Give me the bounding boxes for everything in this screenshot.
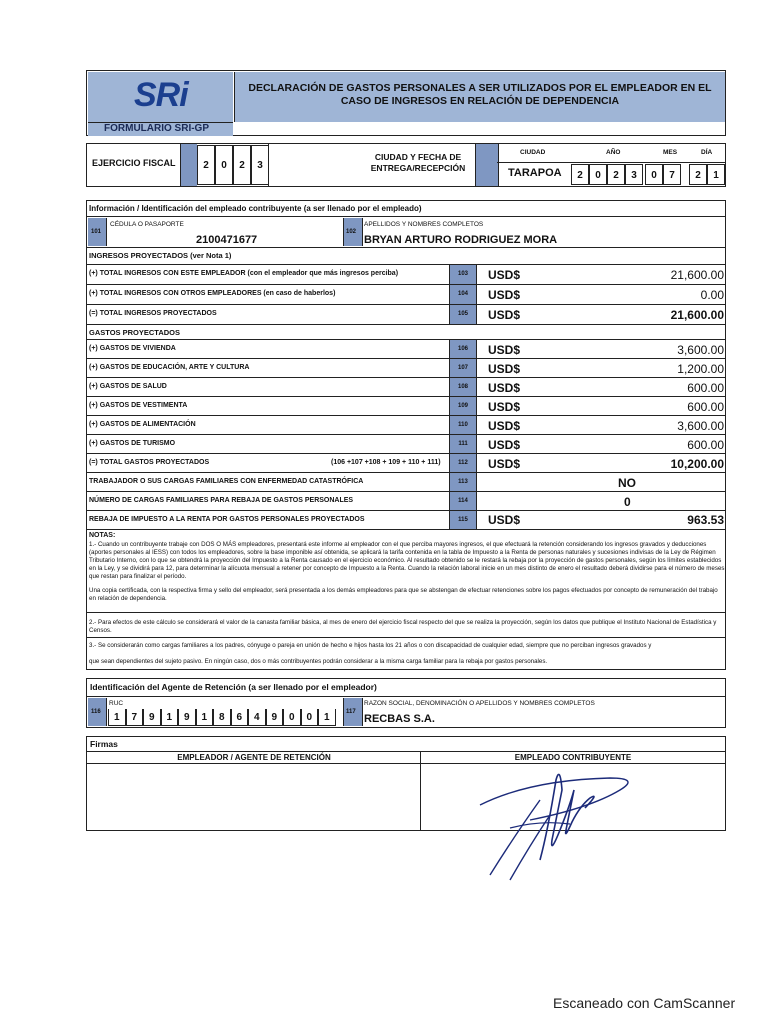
row-line bbox=[87, 529, 725, 530]
amount-row-currency: USD$ bbox=[488, 456, 521, 471]
ruc-digit: 9 bbox=[266, 709, 284, 726]
ruc-code: 116 bbox=[91, 709, 101, 715]
date-digit: 7 bbox=[663, 164, 681, 185]
ruc-digit: 0 bbox=[301, 709, 319, 726]
amount-row-code-tag bbox=[449, 397, 477, 415]
rebate-currency: USD$ bbox=[488, 513, 521, 527]
city-date-label: CIUDAD Y FECHA DE ENTREGA/RECEPCIÓN bbox=[370, 152, 466, 173]
amount-row-value: 600.00 bbox=[687, 437, 724, 452]
dependents-code-tag bbox=[449, 492, 477, 510]
employee-section-title: Información / Identificación del empleado contribuyente (a ser llenado por el empleado) bbox=[89, 204, 422, 213]
amount-row-currency: USD$ bbox=[488, 308, 521, 322]
amount-row-label: (+) GASTOS DE TURISMO bbox=[89, 439, 176, 447]
amount-row-code-tag bbox=[449, 378, 477, 396]
note-2: 2.- Para efectos de este cálculo se considerará el valor de la canasta familiar básica, al mes de enero del ejercicio fiscal respecto del que se realiza la proyección, según los datos que publique el Instituto Nacional de Estadística y Censos. bbox=[89, 619, 717, 634]
col-year: AÑO bbox=[606, 149, 621, 156]
agent-name-code: 117 bbox=[346, 709, 356, 715]
row-line bbox=[87, 324, 725, 325]
amount-row-label: (+) TOTAL INGRESOS CON ESTE EMPLEADOR (con el empleador que más ingresos perciba) bbox=[89, 270, 399, 277]
ruc-digit: 6 bbox=[231, 709, 249, 726]
row-line bbox=[87, 216, 725, 217]
note-3: 3.- Se considerarán como cargas familiares a los padres, cónyuge o pareja en unión de hecho e hijos hasta los 21 años o con discapacidad de cualquier edad, siempre que no perciban ingresos gravados y bbox=[89, 642, 652, 649]
amount-row-label: (+) GASTOS DE EDUCACIÓN, ARTE Y CULTURA bbox=[89, 363, 250, 371]
id-code: 101 bbox=[91, 229, 102, 235]
id-value: 2100471677 bbox=[196, 234, 258, 246]
sri-logo: SRi bbox=[134, 76, 188, 114]
catastrophic-code-tag bbox=[449, 473, 477, 491]
note-1b: Una copia certificada, con la respectiva firma y sello del empleador, será presentada a los demás empleadores para que se abstengan de efectuar retenciones sobre los pagos efectuados por concepto de remuneración del trabajo en relación de dependencia. bbox=[89, 587, 718, 602]
amount-row-label: (+) GASTOS DE SALUD bbox=[89, 382, 167, 390]
row-line bbox=[87, 696, 725, 697]
dependents-row bbox=[87, 491, 726, 510]
employer-sign-label: EMPLEADOR / AGENTE DE RETENCIÓN bbox=[177, 753, 331, 762]
date-digit: 0 bbox=[589, 164, 607, 185]
agent-section-title: Identificación del Agente de Retención (a ser llenado por el empleador) bbox=[90, 682, 377, 692]
amount-row-code: 106 bbox=[457, 346, 468, 352]
name-code: 102 bbox=[346, 229, 357, 235]
amount-row-code: 110 bbox=[458, 422, 468, 428]
date-digit: 2 bbox=[571, 164, 589, 185]
amount-row-value: 1,200.00 bbox=[677, 361, 724, 376]
amount-row bbox=[87, 264, 726, 284]
amount-row-code-tag bbox=[449, 340, 477, 358]
amount-row-code-tag bbox=[449, 285, 477, 304]
fiscal-year-digit: 2 bbox=[197, 145, 215, 185]
dependents-value: 0 bbox=[624, 495, 631, 509]
row-line bbox=[87, 247, 725, 248]
amount-row-currency: USD$ bbox=[488, 342, 521, 357]
amount-row-code-tag bbox=[449, 435, 477, 453]
income-section-title: INGRESOS PROYECTADOS (ver Nota 1) bbox=[89, 251, 232, 260]
city-value: TARAPOA bbox=[508, 167, 562, 179]
amount-row-code: 109 bbox=[457, 403, 468, 409]
name-value: BRYAN ARTURO RODRIGUEZ MORA bbox=[364, 234, 558, 246]
fiscal-year-tag bbox=[180, 144, 197, 186]
ruc-digit: 1 bbox=[196, 709, 214, 726]
dependents-code: 114 bbox=[458, 498, 468, 504]
amount-row-formula: (106 +107 +108 + 109 + 110 + 111) bbox=[331, 458, 441, 466]
agent-name-label: RAZON SOCIAL, DENOMINACIÓN O APELLIDOS Y NOMBRES COMPLETOS bbox=[364, 700, 595, 707]
note-1: 1.- Cuando un contribuyente trabaje con DOS O MÁS empleadores, presentará este informe al empleador con el que perciba mayores ingresos, el que efectuará la retención considerando los ingresos gravados y deducciones (aportes personales al IESS) con todos los empleadores, sobre la base imponible así obtenida, se aplicará la tarifa contenida en la tabla de Impuesto a la Renta de personas naturales y sucesiones indivisas de la Ley de Régimen Tributario Interno, con lo que se obtendrá la proyección del Impuesto a la Renta causado en el ejercicio económico. Al resultado obtenido se le restará la rebaja por la proyección de gastos personales, según los límites establecidos en la Ley, y se dividirá para 12, para determinar la alícuota mensual a retener por concepto de Impuesto a la Renta. Cuando la relación laboral inicie en un mes distinto de enero el resultado deberá dividirse para el número de meses que restan para finalizar el período. bbox=[89, 541, 725, 580]
camscanner-watermark: Escaneado con CamScanner bbox=[553, 995, 736, 1011]
city-date-tag bbox=[475, 144, 499, 186]
amount-row-currency: USD$ bbox=[488, 418, 521, 433]
amount-row-code-tag bbox=[449, 454, 477, 472]
row-line bbox=[87, 751, 725, 752]
row-line bbox=[87, 637, 725, 638]
amount-row-currency: USD$ bbox=[488, 288, 521, 302]
amount-row bbox=[87, 415, 726, 434]
expenses-section-title: GASTOS PROYECTADOS bbox=[89, 328, 180, 337]
city-date-divider bbox=[497, 162, 725, 163]
form-name: FORMULARIO SRI-GP bbox=[104, 123, 209, 134]
ruc-digit: 4 bbox=[248, 709, 266, 726]
form-title: DECLARACIÓN DE GASTOS PERSONALES A SER UTILIZADOS POR EL EMPLEADOR EN EL CASO DE INGRESOS EN RELACIÓN DE DEPENDENCIA bbox=[248, 82, 712, 107]
ruc-digit: 1 bbox=[108, 709, 126, 726]
fiscal-year-digit: 0 bbox=[215, 145, 233, 185]
ruc-digit: 1 bbox=[161, 709, 179, 726]
id-label: CÉDULA O PASAPORTE bbox=[110, 221, 184, 228]
catastrophic-value: NO bbox=[618, 476, 636, 490]
col-city: CIUDAD bbox=[520, 149, 546, 156]
ruc-digit: 8 bbox=[213, 709, 231, 726]
notes-title: NOTAS: bbox=[89, 532, 116, 539]
amount-row-label: (+) TOTAL INGRESOS CON OTROS EMPLEADORES (en caso de haberlos) bbox=[89, 290, 336, 297]
date-digit: 1 bbox=[707, 164, 725, 185]
amount-row-code-tag bbox=[449, 265, 477, 284]
rebate-code-tag bbox=[449, 511, 477, 529]
amount-row-value: 21,600.00 bbox=[670, 308, 724, 322]
amount-row bbox=[87, 434, 726, 453]
amount-row bbox=[87, 339, 726, 358]
amount-row-code: 111 bbox=[458, 441, 468, 447]
row-line bbox=[87, 612, 725, 613]
employee-sign-label: EMPLEADO CONTRIBUYENTE bbox=[514, 753, 632, 762]
amount-row-currency: USD$ bbox=[488, 437, 521, 452]
amount-row-value: 0.00 bbox=[700, 288, 724, 302]
date-digit: 3 bbox=[625, 164, 643, 185]
amount-row-label: (+) GASTOS DE VESTIMENTA bbox=[89, 401, 188, 409]
rebate-code: 115 bbox=[458, 517, 468, 523]
ruc-digit: 7 bbox=[126, 709, 144, 726]
amount-row-code: 104 bbox=[457, 291, 468, 297]
date-digit: 0 bbox=[645, 164, 663, 185]
amount-row bbox=[87, 304, 726, 324]
catastrophic-label: TRABAJADOR O SUS CARGAS FAMILIARES CON ENFERMEDAD CATASTRÓFICA bbox=[89, 478, 364, 485]
amount-row-value: 3,600.00 bbox=[677, 342, 724, 357]
name-label: APELLIDOS Y NOMBRES COMPLETOS bbox=[364, 221, 484, 228]
amount-row-code: 103 bbox=[457, 271, 468, 277]
amount-row-value: 600.00 bbox=[687, 399, 724, 414]
date-digit: 2 bbox=[607, 164, 625, 185]
amount-row-label: (=) TOTAL GASTOS PROYECTADOS bbox=[89, 458, 210, 466]
amount-row-code-tag bbox=[449, 359, 477, 377]
amount-row-label: (=) TOTAL INGRESOS PROYECTADOS bbox=[89, 310, 217, 317]
amount-row-value: 3,600.00 bbox=[677, 418, 724, 433]
ruc-label: RUC bbox=[109, 700, 124, 707]
ruc-digit: 9 bbox=[143, 709, 161, 726]
amount-row-value: 600.00 bbox=[687, 380, 724, 395]
ruc-digit: 0 bbox=[283, 709, 301, 726]
agent-name-value: RECBAS S.A. bbox=[364, 713, 435, 725]
amount-row-currency: USD$ bbox=[488, 268, 521, 282]
catastrophic-row bbox=[87, 472, 726, 491]
amount-row bbox=[87, 284, 726, 304]
signatures-title: Firmas bbox=[90, 739, 118, 749]
amount-row-code: 105 bbox=[457, 311, 468, 317]
rebate-label: REBAJA DE IMPUESTO A LA RENTA POR GASTOS PERSONALES PROYECTADOS bbox=[89, 516, 365, 523]
catastrophic-code: 113 bbox=[458, 479, 468, 485]
ruc-digit: 1 bbox=[318, 709, 336, 726]
employee-signature bbox=[470, 760, 660, 885]
amount-row-label: (+) GASTOS DE ALIMENTACIÓN bbox=[89, 420, 196, 428]
amount-row-code: 108 bbox=[457, 384, 468, 390]
amount-row-code-tag bbox=[449, 416, 477, 434]
amount-row-label: (+) GASTOS DE VIVIENDA bbox=[89, 344, 176, 352]
amount-row-currency: USD$ bbox=[488, 361, 521, 376]
amount-row-code: 107 bbox=[457, 365, 468, 371]
amount-row-code-tag bbox=[449, 305, 477, 324]
fiscal-divider bbox=[268, 144, 269, 186]
note-3b: que sean dependientes del sujeto pasivo. En ningún caso, dos o más contribuyentes podrán considerar a la misma carga familiar para la rebaja por gastos personales. bbox=[89, 658, 548, 665]
col-day: DÍA bbox=[701, 149, 713, 156]
col-month: MES bbox=[663, 149, 678, 156]
amount-row-value: 21,600.00 bbox=[670, 268, 724, 282]
amount-row bbox=[87, 453, 726, 472]
rebate-row bbox=[87, 510, 726, 529]
amount-row bbox=[87, 396, 726, 415]
dependents-label: NÚMERO DE CARGAS FAMILIARES PARA REBAJA DE GASTOS PERSONALES bbox=[89, 497, 354, 504]
ruc-digit: 9 bbox=[178, 709, 196, 726]
rebate-value: 963.53 bbox=[687, 513, 724, 527]
amount-row-value: 10,200.00 bbox=[670, 456, 724, 471]
fiscal-year-digit: 3 bbox=[251, 145, 269, 185]
amount-row-currency: USD$ bbox=[488, 380, 521, 395]
fiscal-year-label: EJERCICIO FISCAL bbox=[92, 158, 176, 168]
date-digit: 2 bbox=[689, 164, 707, 185]
amount-row-currency: USD$ bbox=[488, 399, 521, 414]
amount-row bbox=[87, 358, 726, 377]
amount-row bbox=[87, 377, 726, 396]
amount-row-code: 112 bbox=[458, 460, 468, 466]
fiscal-year-digit: 2 bbox=[233, 145, 251, 185]
